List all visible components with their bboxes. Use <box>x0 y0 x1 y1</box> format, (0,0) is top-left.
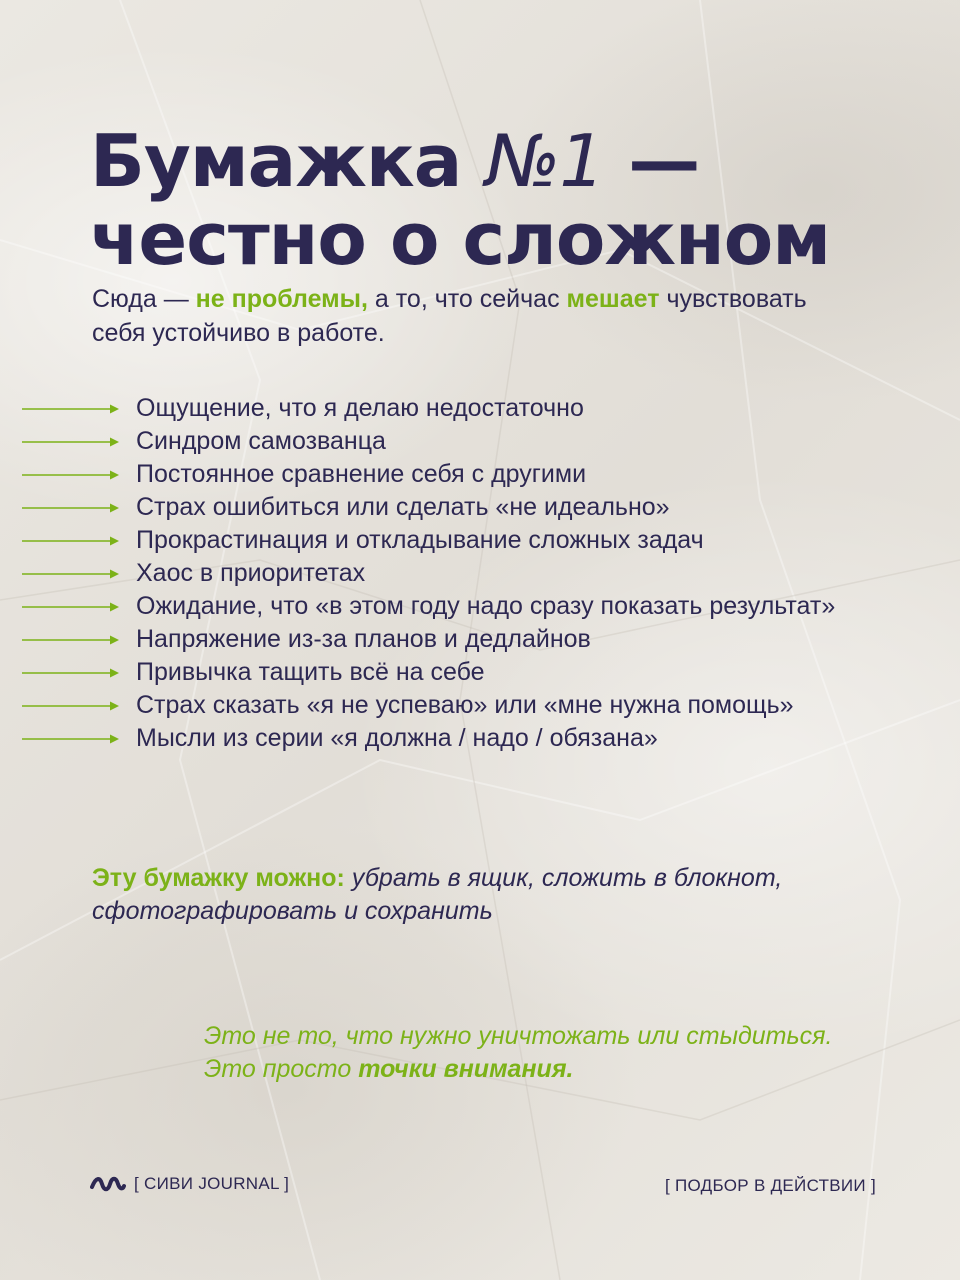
list-item-text: Синдром самозванца <box>136 427 386 455</box>
arrow-right-icon <box>22 601 120 613</box>
list-item-text: Прокрастинация и откладывание сложных задач <box>136 526 704 554</box>
arrow-right-icon <box>22 502 120 514</box>
intro-highlight: мешает <box>566 285 660 313</box>
note-lead: Эту бумажку можно: <box>92 864 345 892</box>
list-item-text: Хаос в приоритетах <box>136 559 366 587</box>
arrow-right-icon <box>22 733 120 745</box>
list-item <box>0 392 900 425</box>
list-item-text: Страх ошибиться или сделать «не идеально» <box>136 493 670 521</box>
note-paragraph <box>92 862 812 928</box>
arrow-right-icon <box>22 667 120 679</box>
footer-brand <box>90 1174 289 1194</box>
quote-line: Это не то, что нужно уничтожать или стыдиться. <box>204 1022 833 1050</box>
list-item <box>0 656 900 689</box>
intro-paragraph <box>92 282 852 350</box>
list-item <box>0 689 900 722</box>
arrow-right-icon <box>22 469 120 481</box>
list-item-text: Страх сказать «я не успеваю» или «мне нужна помощь» <box>136 691 794 719</box>
arrow-right-icon <box>22 700 120 712</box>
list-item <box>0 722 900 755</box>
intro-highlight: не проблемы, <box>195 285 368 313</box>
arrow-right-icon <box>22 535 120 547</box>
list-item-text: Постоянное сравнение себя с другими <box>136 460 587 488</box>
footer-section-label: [ ПОДБОР В ДЕЙСТВИИ ] <box>664 1176 876 1195</box>
page-title <box>90 119 831 281</box>
arrow-right-icon <box>22 568 120 580</box>
list-item-text: Ожидание, что «в этом году надо сразу показать результат» <box>136 592 836 620</box>
note-text: убрать в ящик, сложить в блокнот, сфотографировать и сохранить <box>92 864 783 925</box>
quote-emphasis: точки внимания. <box>358 1055 574 1083</box>
list-item-text: Напряжение из-за планов и дедлайнов <box>136 625 591 653</box>
list-item <box>0 491 900 524</box>
title-subtitle: честно о сложном <box>90 197 831 281</box>
intro-text: чувствовать себя устойчиво в работе. <box>92 285 807 347</box>
list-item <box>0 623 900 656</box>
footer-brand-label: [ СИВИ JOURNAL ] <box>134 1174 290 1193</box>
arrow-right-icon <box>22 634 120 646</box>
list-item-text: Ощущение, что я делаю недостаточно <box>136 394 584 422</box>
arrow-right-icon <box>22 403 120 415</box>
quote-line: Это просто <box>204 1055 359 1083</box>
intro-text: Сюда — <box>92 285 196 313</box>
title-number: №1 <box>485 119 605 203</box>
list-item <box>0 458 900 491</box>
list-item-text: Мысли из серии «я должна / надо / обязана» <box>136 724 658 752</box>
list-item <box>0 557 900 590</box>
difficulties-list <box>0 392 900 755</box>
list-item-text: Привычка тащить всё на себе <box>136 658 485 686</box>
title-dash: — <box>604 119 700 203</box>
intro-text: а то, что сейчас <box>367 285 567 313</box>
closing-quote <box>204 1020 904 1086</box>
title-text: Бумажка <box>90 119 486 203</box>
list-item <box>0 590 900 623</box>
wave-logo-icon <box>90 1175 126 1193</box>
list-item <box>0 425 900 458</box>
arrow-right-icon <box>22 436 120 448</box>
list-item <box>0 524 900 557</box>
